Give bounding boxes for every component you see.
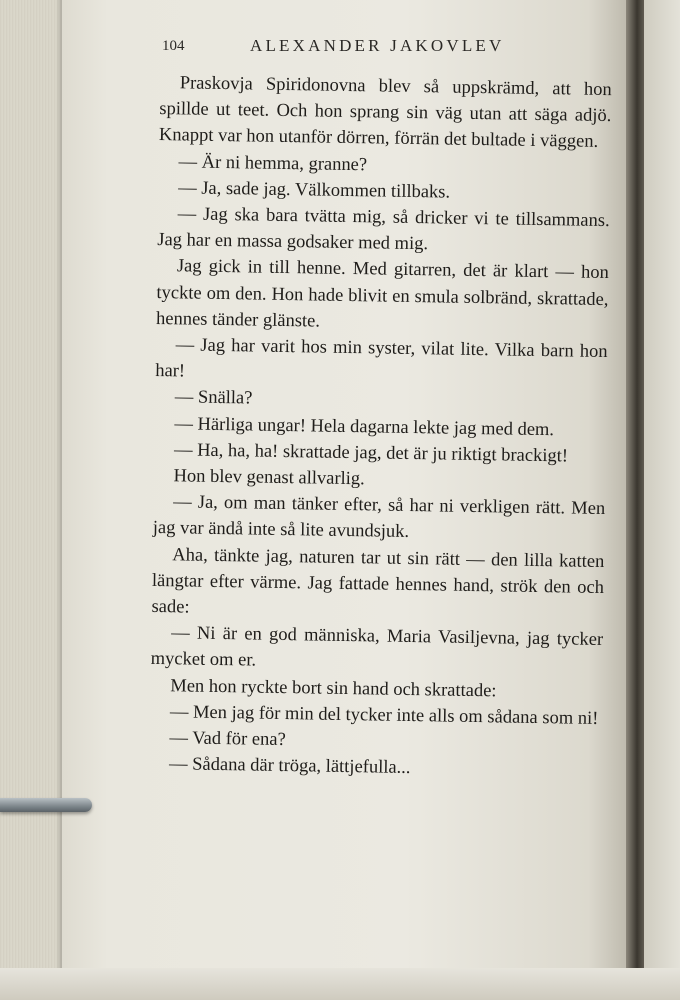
paragraph: Hon blev genast allvarlig. [173,466,365,490]
facing-page [644,0,680,1000]
page-number: 104 [162,38,185,54]
paragraph: — Vad för ena? [169,728,286,751]
paragraph: Aha, tänkte jag, naturen tar ut sin rätt — den lilla katten längtar efter värme. Jag fattade hennes hand, strök den och sade: [151,544,605,618]
paragraph: — Härliga ungar! Hela dagarna lekte jag med dem. [174,413,555,440]
bookmark-icon [0,798,92,812]
paragraph: — Ha, ha, ha! skrattade jag, det är ju riktigt brackigt! [173,440,569,467]
page-bottom-edge [0,968,680,1000]
page-header [162,36,602,60]
paragraph: — Ja, om man tänker efter, så har ni verkligen rätt. Men jag var ändå inte så lite avundsjuk. [152,492,606,543]
body-text [149,70,612,784]
running-head: ALEXANDER JAKOVLEV [250,36,505,55]
paragraph: — Ni är en god människa, Maria Vasiljevna, jag tycker mycket om er. [150,623,604,672]
paragraph: Men hon ryckte bort sin hand och skrattade: [170,675,497,702]
page-edges [0,0,62,1000]
book-gutter [626,0,646,1000]
paragraph: — Men jag för min del tycker inte alls om sådana som ni! [169,702,599,729]
paragraph: — Är ni hemma, granne? [178,151,368,175]
paragraph: — Jag ska bara tvätta mig, så dricker vi te tillsammans. Jag har en massa godsaker med mig. [157,204,610,255]
paragraph: — Jag har varit hos min syster, vilat lite. Vilka barn hon har! [155,335,608,382]
paragraph: — Ja, sade jag. Välkommen tillbaks. [177,178,451,203]
paragraph: — Snälla? [174,387,253,409]
paragraph: Praskovja Spiridonovna blev så uppskrämd, att hon spillde ut teet. Och hon sprang sin väg utan att säga adjö. Knappt var hon utanför dörren, förrän det bultade i väggen. [158,73,612,153]
paragraph: — Sådana där tröga, lättjefulla... [168,754,411,779]
paragraph: Jag gick in till henne. Med gitarren, det är klart — hon tyckte om den. Hon hade blivit en smula solbränd, skrattade, hennes tänder glänste. [155,256,610,332]
